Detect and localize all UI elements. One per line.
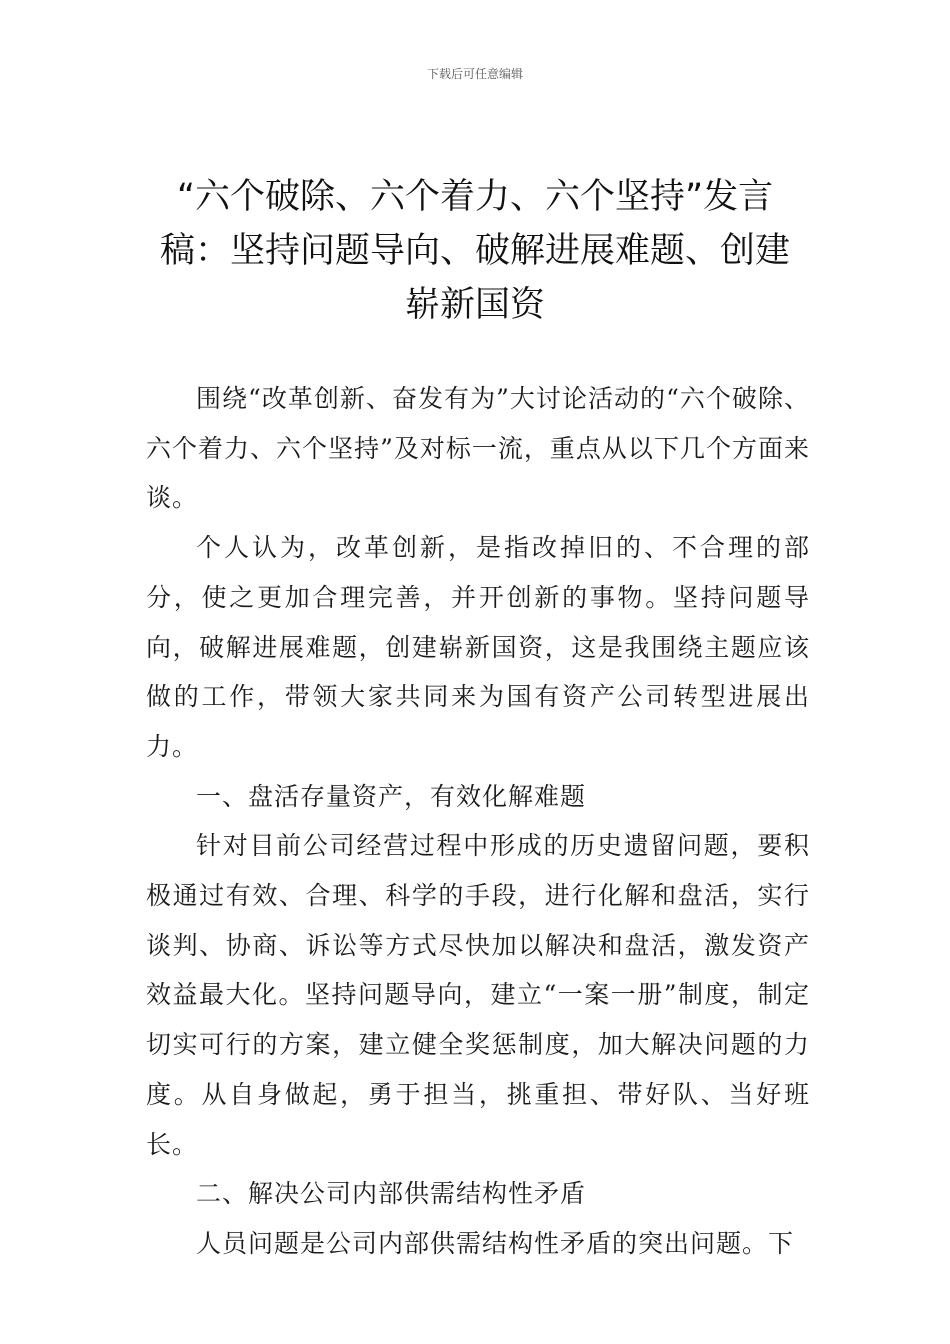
paragraph-opinion: 个人认为，改革创新，是指改掉旧的、不合理的部分，使之更加合理完善，并开创新的事物。坚持问题导向，破解进展难题，创建崭新国资，这是我围绕主题应该做的工作，带领大家共同来为国有资产公司转型进展出力。	[146, 533, 810, 761]
header-note: 下载后可任意编辑	[426, 67, 523, 81]
section-heading-2: 二、解决公司内部供需结构性矛盾	[196, 1179, 587, 1209]
document-body	[146, 374, 810, 1269]
paragraph-intro: 围绕“改革创新、奋发有为”大讨论活动的“六个破除、六个着力、六个坚持”及对标一流，重点从以下几个方面来谈。	[146, 384, 810, 513]
paragraph-section-1: 针对目前公司经营过程中形成的历史遗留问题，要积极通过有效、合理、科学的手段，进行化解和盘活，实行谈判、协商、诉讼等方式尽快加以解决和盘活，激发资产效益最大化。坚持问题导向，建立“一案一册”制度，制定切实可行的方案，建立健全奖惩制度，加大解决问题的力度。从自身做起，勇于担当，挑重担、带好队、当好班长。	[146, 831, 810, 1159]
section-heading-1: 一、盘活存量资产，有效化解难题	[196, 781, 587, 811]
document-title: “六个破除、六个着力、六个坚持”发言稿：坚持问题导向、破解进展难题、创建崭新国资	[159, 177, 790, 325]
paragraph-section-2: 人员问题是公司内部供需结构性矛盾的突出问题。下	[196, 1228, 795, 1258]
